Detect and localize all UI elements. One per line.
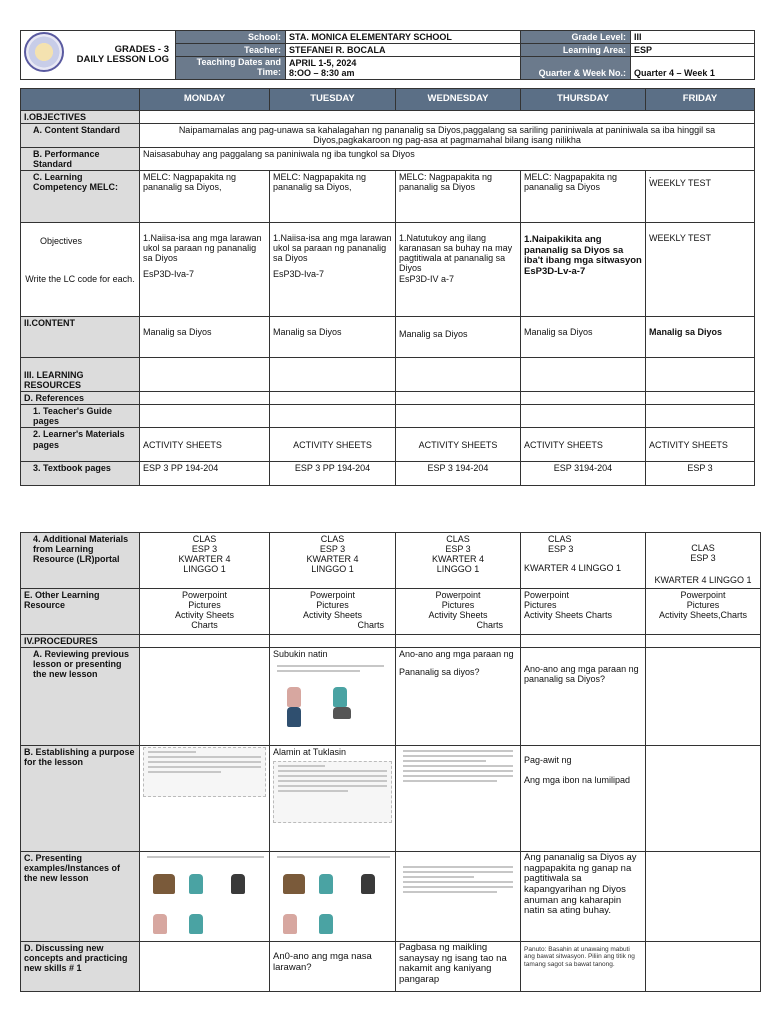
child-figure-4 (153, 914, 167, 934)
passage-scroll-thumbnail (143, 747, 266, 797)
discussing-wednesday: Pagbasa ng maikling sanaysay ng isang tao na nakamit ang kaniyang pangarap (396, 942, 521, 992)
activity-charts-thursday: Activity Sheets Charts (524, 610, 613, 621)
header-table (20, 30, 755, 80)
objectives-heading: I.OBJECTIVES (21, 111, 140, 124)
lesson-table-1 (20, 88, 755, 486)
charts-monday: Charts (191, 620, 218, 631)
pictures-monday: Pictures (188, 600, 221, 611)
performance-standard: Naisasabuhay ang paggalang sa paniniwala ng iba tungkol sa Diyos (140, 148, 755, 171)
obj-wednesday: 1.Natutukoy ang ilang karanasan sa buhay na may pagtitiwala at pananalig sa Diyos (399, 233, 513, 274)
ppt-wednesday: Powerpoint (435, 590, 481, 600)
ppt-tuesday: Powerpoint (309, 590, 356, 600)
child-figure-8 (361, 874, 375, 894)
reviewing-wednesday-2: Pananalig sa diyos? (399, 667, 480, 678)
objectives-label: Objectives (40, 236, 83, 247)
esp-thursday: ESP 3 (548, 544, 574, 555)
day-friday: FRIDAY (646, 89, 755, 111)
quarter-label: Quarter & Week No.: (521, 57, 631, 80)
teacher-guide-label: 1. Teacher's Guide pages (21, 405, 140, 428)
content-standard-label: A. Content Standard (21, 124, 140, 148)
melc-friday-mark: . (649, 170, 652, 181)
teacher-name: STEFANEI R. BOCALA (286, 44, 521, 57)
grade-value: III (631, 31, 755, 44)
linggo-monday: LINGGO 1 (183, 564, 226, 575)
reading-text-thumbnail (399, 750, 517, 826)
esp-tuesday: ESP 3 (319, 544, 346, 555)
day-monday: MONDAY (140, 89, 270, 111)
lc-code-label: Write the LC code for each. (25, 274, 135, 285)
establishing-tuesday: Alamin at Tuklasin (273, 747, 347, 758)
child-helping-figure (287, 707, 301, 727)
content-heading: II.CONTENT (21, 317, 140, 358)
textbook-wednesday: ESP 3 194-204 (396, 462, 521, 486)
activity-wednesday: Activity Sheets (428, 610, 488, 621)
melc-monday: MELC: Nagpapakita ng pananalig sa Diyos, (140, 171, 270, 223)
procedures-heading: IV.PROCEDURES (21, 635, 140, 648)
content-wednesday: Manalig sa Diyos (396, 317, 521, 358)
additional-materials-label: 4. Additional Materials from Learning Resource (LR)portal (21, 533, 140, 589)
school-name: STA. MONICA ELEMENTARY SCHOOL (286, 31, 521, 44)
learner-materials-label: 2. Learner's Materials pages (21, 428, 140, 462)
learning-resources-heading: III. LEARNING RESOURCES (21, 358, 140, 392)
child-reading-figure (333, 687, 347, 707)
obj-code-wednesday: EsP3D-IV a-7 (399, 273, 455, 284)
child-figure-3 (231, 874, 245, 894)
activity-charts-friday: Activity Sheets,Charts (658, 610, 748, 621)
child-figure-1 (153, 874, 175, 894)
content-tuesday: Manalig sa Diyos (270, 317, 396, 358)
activity-monday: Activity Sheets (174, 610, 235, 621)
kwarter-wednesday: KWARTER 4 (431, 554, 484, 565)
melc-friday: WEEKLY TEST (649, 178, 712, 189)
establishing-label: B. Establishing a purpose for the lesson (21, 746, 140, 852)
children-pictures-thumbnail-2 (273, 856, 392, 938)
clas-tuesday: CLAS (320, 534, 345, 544)
establishing-thursday-1: Pag-awit ng (524, 755, 572, 766)
references-label: D. References (21, 392, 140, 405)
melc-tuesday: MELC: Nagpapakita ng pananalig sa Diyos, (270, 171, 396, 223)
area-value: ESP (631, 44, 755, 57)
child-figure-2 (189, 874, 203, 894)
kwarter-linggo-friday: KWARTER 4 LINGGO 1 (654, 575, 752, 586)
content-monday: Manalig sa Diyos (140, 317, 270, 358)
passage-scroll-thumbnail-2 (273, 761, 392, 823)
child-figure-6 (283, 874, 305, 894)
teacher-label: Teacher: (176, 44, 286, 57)
presenting-label: C. Presenting examples/Instances of the new lesson (21, 852, 140, 942)
obj-tuesday: 1.Naiisa-isa ang mga larawan ukol sa paraan ng pananalig sa Diyos (273, 233, 392, 264)
worksheet-thumbnail (273, 665, 392, 727)
melc-wednesday: MELC: Nagpapakita ng pananalig sa Diyos (396, 171, 521, 223)
ppt-thursday: Powerpoint (524, 590, 570, 600)
obj-code-monday: EsP3D-Iva-7 (143, 269, 195, 280)
title-dll: DAILY LESSON LOG (76, 54, 169, 66)
pictures-friday: Pictures (686, 600, 720, 611)
children-pictures-thumbnail (143, 856, 266, 938)
kwarter-monday: KWARTER 4 (178, 554, 231, 565)
discussing-thursday: Panuto: Basahin at unawaing mabuti ang bawat sitwasyon. Piliin ang titik ng tamang sagot sa bawat tanong. (521, 942, 646, 992)
learner-wednesday: ACTIVITY SHEETS (396, 428, 521, 462)
discussing-label: D. Discussing new concepts and practicing new skills # 1 (21, 942, 140, 992)
charts-wednesday: Charts (476, 620, 503, 631)
reviewing-wednesday-1: Ano-ano ang mga paraan ng (399, 649, 514, 660)
other-resource-label: E. Other Learning Resource (21, 589, 140, 635)
obj-monday: 1.Naiisa-isa ang mga larawan ukol sa paraan ng pananalig sa Diyos (143, 233, 262, 264)
time-value: 8:OO – 8:30 am (289, 68, 355, 79)
lesson-table-2 (20, 532, 761, 992)
obj-code-tuesday: EsP3D-Iva-7 (273, 269, 325, 280)
linggo-tuesday: LINGGO 1 (311, 564, 354, 575)
pictures-thursday: Pictures (524, 600, 557, 611)
textbook-thursday: ESP 3194-204 (521, 462, 646, 486)
day-wednesday: WEDNESDAY (396, 89, 521, 111)
day-tuesday: TUESDAY (270, 89, 396, 111)
textbook-label: 3. Textbook pages (21, 462, 140, 486)
esp-wednesday: ESP 3 (445, 544, 471, 555)
child-figure-10 (319, 914, 333, 934)
clas-friday: CLAS (691, 543, 715, 553)
learner-thursday: ACTIVITY SHEETS (521, 428, 646, 462)
presenting-thursday: Ang pananalig sa Diyos ay nagpapakita ng ganap na pagtitiwala sa kapangyarihan ng Diyos anuman ang kaharapin natin sa ating buhay. (521, 852, 646, 942)
reviewing-label: A. Reviewing previous lesson or presenting the new lesson (21, 648, 140, 746)
textbook-monday: ESP 3 PP 194-204 (140, 462, 270, 486)
activity-tuesday: Activity Sheets (302, 610, 363, 621)
establishing-thursday-2: Ang mga ibon na lumilipad (524, 775, 631, 786)
esp-friday: ESP 3 (690, 553, 716, 564)
area-label: Learning Area: (521, 44, 631, 57)
kwarter-tuesday: KWARTER 4 (306, 554, 359, 565)
content-friday: Manalig sa Diyos (646, 317, 755, 358)
clas-thursday: CLAS (548, 534, 572, 544)
learner-friday: ACTIVITY SHEETS (646, 428, 755, 462)
child-figure-9 (283, 914, 297, 934)
charts-tuesday: Charts (357, 620, 384, 631)
obj-code-thursday: EsP3D-Lv-a-7 (524, 266, 586, 278)
dates-label: Teaching Dates and Time: (176, 57, 286, 80)
reviewing-tuesday: Subukin natin (273, 649, 328, 660)
esp-monday: ESP 3 (191, 544, 218, 555)
ppt-friday: Powerpoint (680, 590, 726, 600)
quarter-value: Quarter 4 – Week 1 (631, 57, 755, 80)
melc-label: C. Learning Competency MELC: (21, 171, 140, 223)
clas-wednesday: CLAS (446, 534, 470, 544)
day-thursday: THURSDAY (521, 89, 646, 111)
kwarter-linggo-thursday: KWARTER 4 LINGGO 1 (524, 563, 622, 574)
reviewing-thursday: Ano-ano ang mga paraan ng pananalig sa Diyos? (521, 648, 646, 746)
story-text-thumbnail (399, 853, 517, 933)
child-figure-7 (319, 874, 333, 894)
pictures-wednesday: Pictures (441, 600, 475, 611)
content-standard: Naipamamalas ang pag-unawa sa kahalagahan ng pananalig sa Diyos,paggalang sa sariling paniniwala at paniniwala sa iba hinggil sa Diyos,pagkakaroon ng pag-asa at pagmamahal bilang isang nilikha (140, 124, 755, 148)
school-label: School: (176, 31, 286, 44)
child-praying-figure (287, 687, 301, 707)
linggo-wednesday: LINGGO 1 (436, 564, 480, 575)
grade-label: Grade Level: (521, 31, 631, 44)
child-figure-5 (189, 914, 203, 934)
title-grades: GRADES - 3 (114, 43, 169, 55)
obj-thursday: 1.Naipakikita ang pananalig sa Diyos sa iba't ibang mga sitwasyon (524, 234, 642, 267)
textbook-tuesday: ESP 3 PP 194-204 (270, 462, 396, 486)
pictures-tuesday: Pictures (316, 600, 349, 611)
ppt-monday: Powerpoint (181, 590, 228, 600)
child-computer-figure (333, 707, 351, 719)
textbook-friday: ESP 3 (646, 462, 755, 486)
discussing-tuesday: An0-ano ang mga nasa larawan? (270, 942, 396, 992)
performance-standard-label: B. Performance Standard (21, 148, 140, 171)
melc-thursday: MELC: Nagpapakita ng pananalig sa Diyos (521, 171, 646, 223)
learner-monday: ACTIVITY SHEETS (140, 428, 270, 462)
obj-friday: WEEKLY TEST (649, 233, 712, 244)
content-thursday: Manalig sa Diyos (521, 317, 646, 358)
clas-monday: CLAS (192, 534, 217, 544)
dates-value: APRIL 1-5, 2024 (289, 58, 357, 69)
learner-tuesday: ACTIVITY SHEETS (270, 428, 396, 462)
